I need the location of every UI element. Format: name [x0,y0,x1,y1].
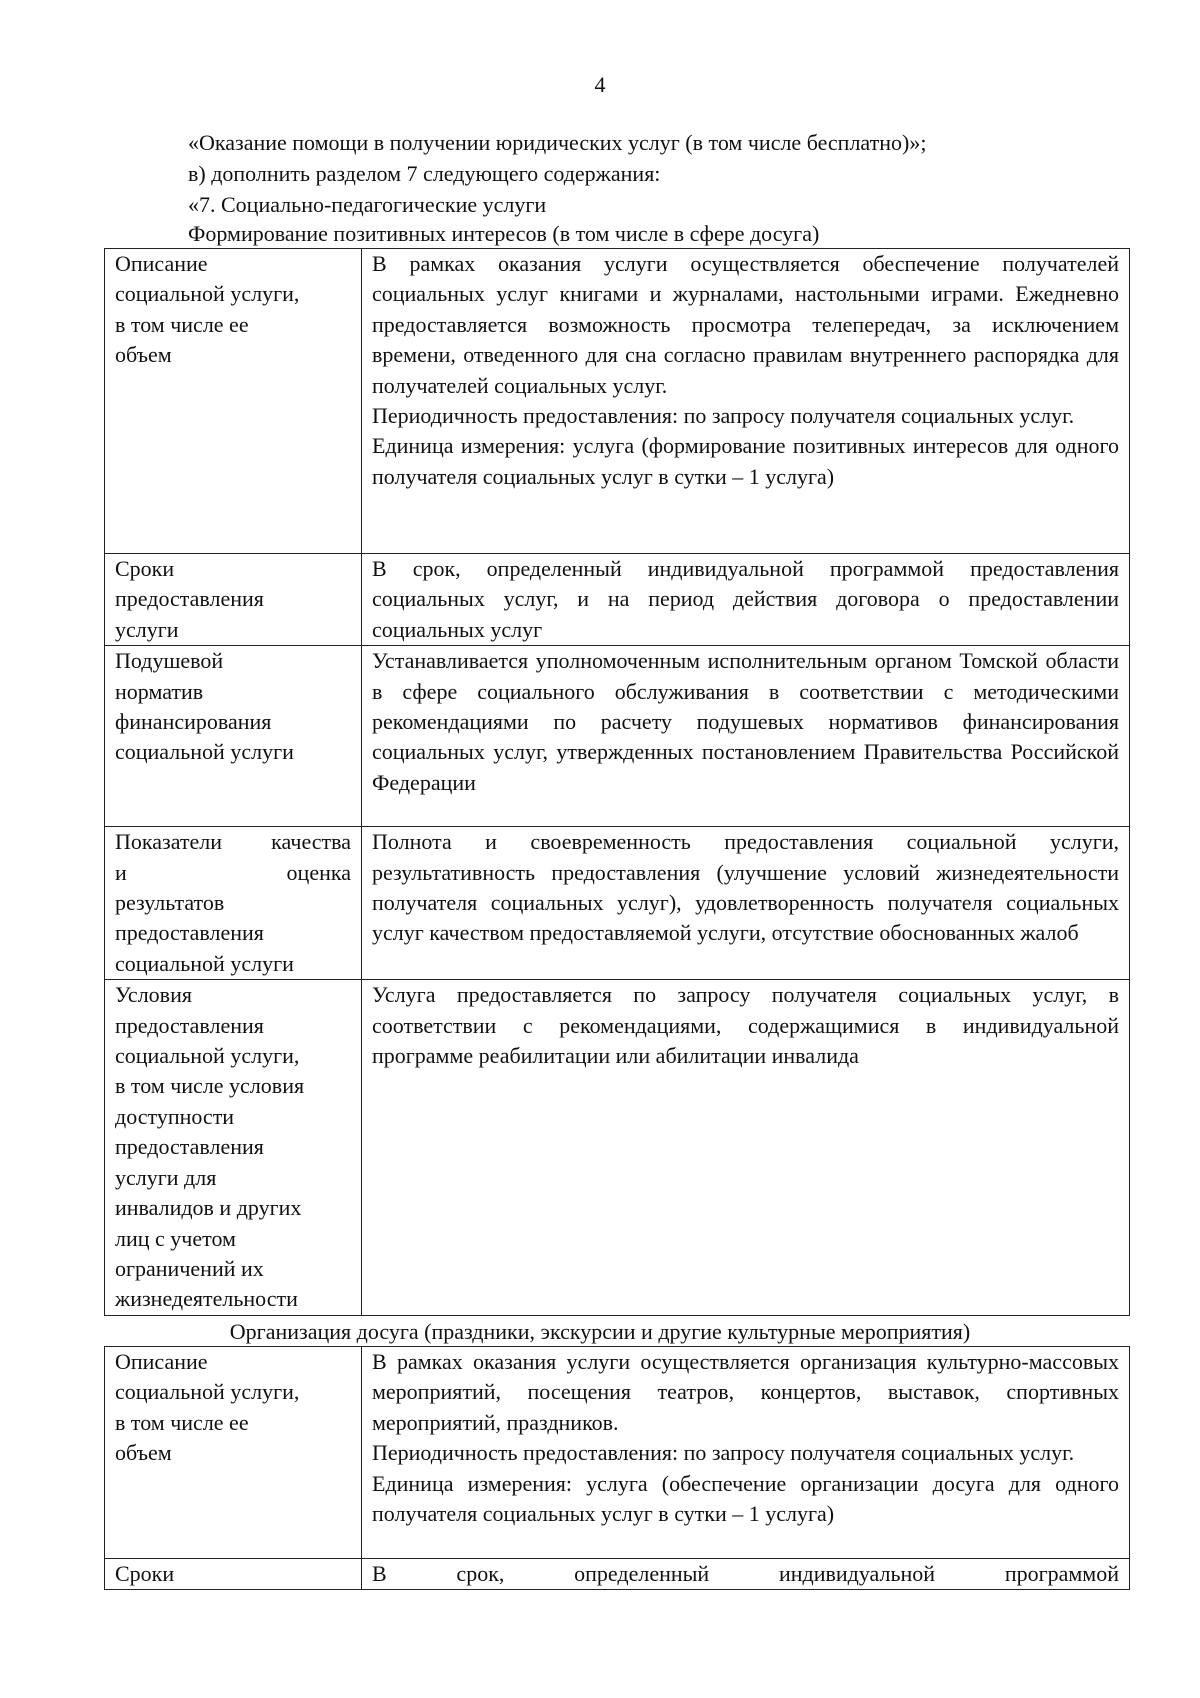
table-row [105,554,1130,646]
paragraph: Полнота и своевременность предоставления социальной услуги, результативность предоставления (улучшение условий жизнедеятельности получателя социальных услуг), удовлетворенность получателя социальных услуг качеством предоставляемой услуги, отсутствие обоснованных жалоб [372,829,1119,946]
row-text [362,1559,1130,1590]
row-label [105,554,362,646]
table-row [105,980,1130,1315]
table-row [105,1559,1130,1590]
row-text [362,646,1130,827]
row-text [362,554,1130,646]
paragraph: Услуга предоставляется по запросу получателя социальных услуг, в соответствии с рекомендациями, содержащимися в индивидуальной программе реабилитации или абилитации инвалида [372,982,1119,1069]
page-number: 4 [594,72,606,97]
intro-line-1: «Оказание помощи в получении юридических услуг (в том числе бесплатно)»; [188,130,927,155]
paragraph: Единица измерения: услуга (обеспечение организации досуга для одного получателя социальных услуг в сутки – 1 услуга) [372,1470,1119,1527]
label-text: Условия предоставления социальной услуги, в том числе условия доступности предоставления услуги для инвалидов и других лиц с учетом ограничений их жизнедеятельности [115,982,305,1312]
label-text: Описание социальной услуги, в том числе ее объем [115,251,300,368]
row-label [105,827,362,980]
row-text [362,827,1130,980]
label-text: Сроки предоставления услуги [115,556,264,642]
row-text [362,980,1130,1315]
label-line: и оценка [115,859,351,885]
paragraph: Периодичность предоставления: по запросу получателя социальных услуг. [372,1440,1075,1466]
section1-table [104,248,1130,1316]
table-row [105,249,1130,554]
table-row [105,1347,1130,1559]
section2-title: Организация досуга (праздники, экскурсии и другие культурные мероприятия) [229,1319,971,1344]
paragraph: Единица измерения: услуга (формирование позитивных интересов для одного получателя социальных услуг в сутки – 1 услуга) [372,433,1119,489]
label-text: Сроки [115,1561,175,1586]
intro-block [188,127,1138,220]
paragraph: Периодичность предоставления: по запросу получателя социальных услуг. [372,403,1075,429]
label-text: Описание социальной услуги, в том числе ее объем [115,1349,300,1466]
paragraph: В срок, определенный индивидуальной программой [372,1561,1119,1586]
intro-line-3: «7. Социально-педагогические услуги [188,192,547,217]
row-text [362,1347,1130,1559]
paragraph: В рамках оказания услуги осуществляется организация культурно-массовых мероприятий, посещения театров, концертов, выставок, спортивных мероприятий, праздников. [372,1349,1119,1435]
section2-table [104,1346,1130,1590]
label-text: Подушевой норматив финансирования социальной услуги [115,648,294,765]
paragraph: Устанавливается уполномоченным исполнительным органом Томской области в сфере социального обслуживания в соответствии с методическими рекомендациями по расчету подушевых нормативов финансирования социальных услуг, утвержденных постановлением Правительства Российской Федерации [372,648,1119,795]
table-row [105,646,1130,827]
intro-line-2: в) дополнить разделом 7 следующего содержания: [188,161,661,186]
row-label [105,1347,362,1559]
row-label [105,980,362,1315]
paragraph: В рамках оказания услуги осуществляется обеспечение получателей социальных услуг книгами и журналами, настольными играми. Ежедневно предоставляется возможность просмотра телепередач, за исключением времени, отведенного для сна согласно правилам внутреннего распорядка для получателей социальных услуг. [372,251,1119,398]
label-line: Показатели качества [115,829,351,855]
section1-title: Формирование позитивных интересов (в том числе в сфере досуга) [188,221,820,246]
row-text [362,249,1130,554]
row-label [105,1559,362,1590]
table-row [105,827,1130,980]
row-label [105,249,362,554]
row-label [105,646,362,827]
label-text: результатов предоставления социальной услуги [115,890,294,976]
paragraph: В срок, определенный индивидуальной программой предоставления социальных услуг, и на период действия договора о предоставлении социальных услуг [372,556,1119,642]
